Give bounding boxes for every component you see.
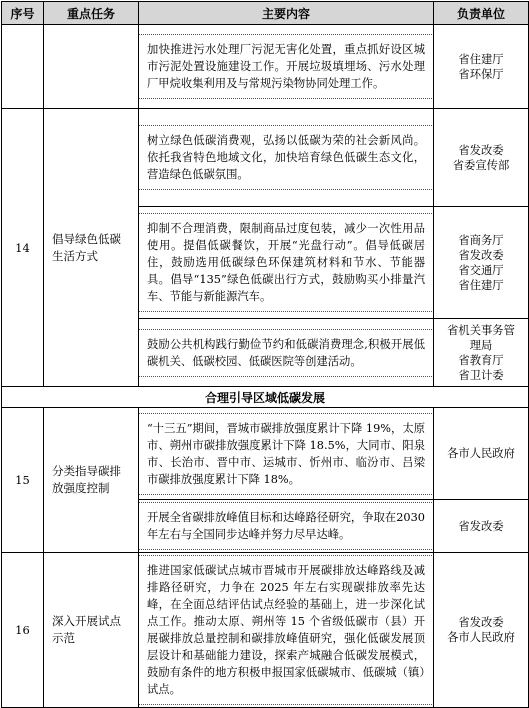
unit-line: 理局	[469, 338, 493, 352]
section-row	[2, 387, 529, 408]
content-cell	[139, 207, 434, 319]
task-cell-empty	[44, 25, 139, 109]
unit-cell	[434, 553, 529, 708]
unit-cell	[434, 500, 529, 553]
index-cell: 16	[2, 553, 44, 708]
table-header-row	[2, 2, 529, 25]
index-cell-empty	[2, 25, 44, 109]
unit-cell	[434, 109, 529, 207]
key-tasks-table	[1, 1, 529, 708]
content-text: “十三五”期间，晋城市碳排放强度累计下降 19%，太原市、朔州市碳排放强度累计下降 18.5%，大同市、阳泉市、长治市、晋中市、运城市、忻州市、临汾市、吕梁市碳排放强度累计下降 18%。	[138, 413, 434, 495]
unit-line: 省交通厅	[458, 263, 504, 277]
unit-line: 各市人民政府	[447, 447, 515, 460]
header-unit: 负责单位	[434, 2, 529, 25]
header-task: 重点任务	[44, 2, 139, 25]
unit-line: 省发改委	[458, 143, 504, 157]
content-cell	[139, 319, 434, 387]
unit-line: 省发改委	[458, 616, 504, 629]
header-content: 主要内容	[139, 2, 434, 25]
content-cell	[139, 553, 434, 708]
index-cell: 15	[2, 408, 44, 553]
table-row	[2, 25, 529, 109]
content-cell	[139, 109, 434, 207]
unit-line: 省环保厅	[458, 67, 504, 81]
section-title: 合理引导区域低碳发展	[2, 387, 529, 408]
header-index: 序号	[2, 2, 44, 25]
content-text: 树立绿色低碳消费观，弘扬以低碳为荣的社会新风尚。依托我省特色地域文化，加快培育绿色低碳生态文化，营造绿色低碳氛围。	[138, 125, 434, 190]
unit-cell	[434, 319, 529, 387]
unit-line: 省机关事务管	[447, 323, 515, 337]
task-cell: 分类指导碳排放强度控制	[44, 408, 139, 553]
unit-line: 省教育厅	[458, 353, 504, 367]
index-cell: 14	[2, 109, 44, 387]
unit-line: 各市人民政府	[447, 631, 515, 644]
unit-cell	[434, 408, 529, 500]
table-row	[2, 553, 529, 708]
content-text: 鼓励公共机构践行勤俭节约和低碳消费理念,积极开展低碳机关、低碳校园、低碳医院等创建活动。	[138, 329, 434, 377]
unit-cell	[434, 207, 529, 319]
unit-line: 省商务厅	[458, 233, 504, 247]
table-row	[2, 109, 529, 207]
table-row	[2, 408, 529, 500]
content-text: 抑制不合理消费，限制商品过度包装，减少一次性用品使用。提倡低碳餐饮，开展“光盘行动”。倡导低碳居住，鼓励选用低碳绿色环保建筑材料和节水、节能器具。倡导“135”绿色低碳出行方式，鼓励购买小排量汽车、节能与新能源汽车。	[138, 213, 434, 312]
unit-line: 省住建厅	[458, 52, 504, 66]
unit-line: 省发改委	[458, 519, 504, 533]
content-cell	[139, 408, 434, 500]
unit-line: 省住建厅	[458, 278, 504, 292]
task-cell: 深入开展试点示范	[44, 553, 139, 708]
content-text: 开展全省碳排放峰值目标和达峰路径研究，争取在2030 年左右与全国同步达峰并努力尽早达峰。	[138, 502, 434, 550]
content-text: 加快推进污水处理厂污泥无害化处置，重点抓好设区城市污泥处置设施建设工作。开展垃圾填埋场、污水处理厂甲烷收集利用及与常规污染物协同处理工作。	[138, 34, 434, 99]
unit-line: 省发改委	[458, 248, 504, 262]
content-cell	[139, 500, 434, 553]
content-text: 推进国家低碳试点城市晋城市开展碳排放达峰路线及减排路径研究，力争在 2025 年左右实现碳排放率先达峰，在全面总结评估试点经验的基础上，进一步深化试点工作。推动太原、朔州等 15 个省级低碳市（县）开展碳排放总量控制和碳排放峰值研究，强化低碳发展顶层设计和基础能力建设，探索产城融合低碳发展模式，鼓励有条件的地方积极申报国家低碳城市、低碳城（镇）试点。	[138, 555, 434, 705]
unit-cell	[434, 25, 529, 109]
content-cell	[139, 25, 434, 109]
unit-line: 省委宣传部	[452, 158, 510, 172]
task-cell: 倡导绿色低碳生活方式	[44, 109, 139, 387]
unit-line: 省卫计委	[458, 368, 504, 382]
